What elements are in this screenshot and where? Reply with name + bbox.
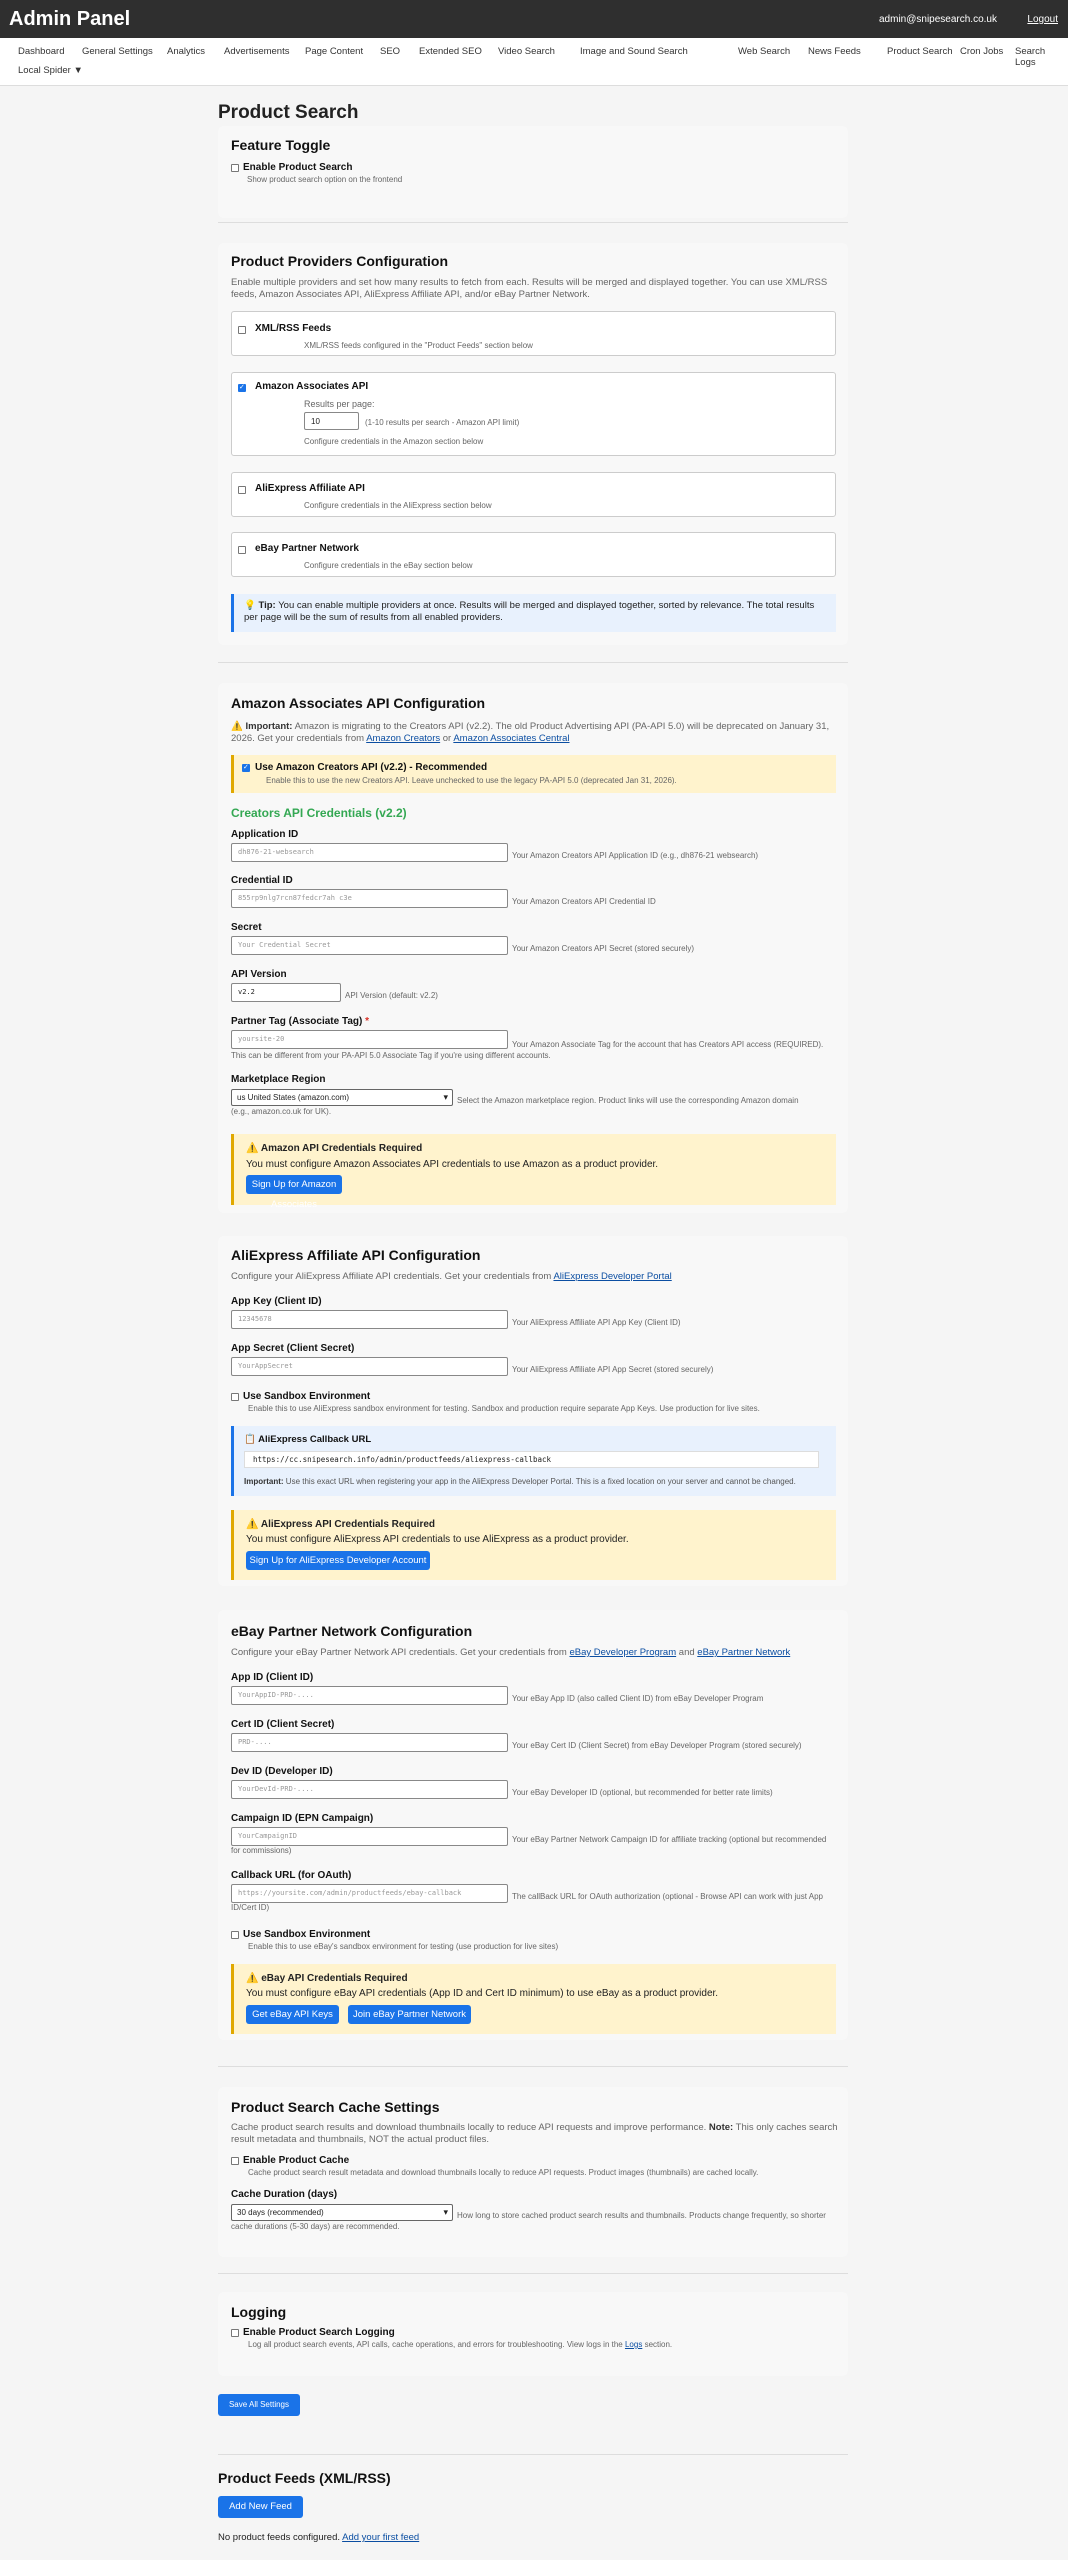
aliexpress-portal-link[interactable]: AliExpress Developer Portal <box>553 1271 672 1282</box>
application-id-input[interactable]: dh876-21-websearch <box>231 843 508 862</box>
dev-id-label: Dev ID (Developer ID) <box>231 1766 333 1777</box>
ebay-description <box>231 1647 841 1659</box>
main-nav <box>0 38 1068 86</box>
partner-tag-label-text: Partner Tag (Associate Tag) <box>231 1016 363 1027</box>
tip-box <box>231 594 836 632</box>
api-version-label: API Version <box>231 969 287 980</box>
cache-desc-b: This only caches search result metadata and thumbnails, NOT the actual product files. <box>231 2122 838 2145</box>
no-feeds-message <box>218 2532 419 2543</box>
partner-tag-label <box>231 1016 369 1027</box>
product-feeds-title: Product Feeds (XML/RSS) <box>218 2470 391 2486</box>
dev-id-help: Your eBay Developer ID (optional, but recommended for better rate limits) <box>512 1788 773 1797</box>
aliexpress-callback-box <box>231 1426 836 1496</box>
results-per-page-hint: (1-10 results per search - Amazon API limit) <box>365 418 520 427</box>
creators-api-box <box>231 755 836 793</box>
ebay-config-title: eBay Partner Network Configuration <box>231 1623 473 1639</box>
campaign-id-label: Campaign ID (EPN Campaign) <box>231 1813 374 1824</box>
secret-input[interactable]: Your Credential Secret <box>231 936 508 955</box>
nav-general-settings[interactable]: General Settings <box>82 46 153 57</box>
amazon-api-label: Amazon Associates API <box>255 381 369 392</box>
callback-note <box>244 1476 796 1487</box>
page-title: Product Search <box>218 102 359 123</box>
cert-id-help: Your eBay Cert ID (Client Secret) from eBay Developer Program (stored securely) <box>512 1741 802 1750</box>
cache-settings-card <box>218 2087 848 2257</box>
application-id-help: Your Amazon Creators API Application ID (e.g., dh876-21 websearch) <box>512 851 759 860</box>
important-text: Amazon is migrating to the Creators API (v2.2). The old Product Advertising API (PA-API 5.0) will be deprecated on January 31, 2026. Get your credentials from <box>231 721 830 744</box>
nav-analytics[interactable]: Analytics <box>167 46 206 57</box>
ebay-label: eBay Partner Network <box>255 543 359 554</box>
ebay-developer-link[interactable]: eBay Developer Program <box>569 1647 677 1658</box>
campaign-id-help: Your eBay Partner Network Campaign ID for affiliate tracking (optional but recommended for commissions) <box>231 1835 827 1855</box>
enable-cache-help: Cache product search result metadata and download thumbnails locally to reduce API requests. Product images (thumbnails) are cached locally. <box>248 2168 759 2177</box>
enable-product-search-checkbox[interactable] <box>231 164 239 172</box>
xml-feeds-label: XML/RSS Feeds <box>255 323 332 334</box>
ebay-warning-box <box>231 1964 836 2034</box>
provider-amazon-box <box>231 372 836 456</box>
warning-icon: ⚠️ <box>246 1973 259 1984</box>
warning-icon: ⚠️ <box>246 1143 259 1154</box>
creators-credentials-title: Creators API Credentials (v2.2) <box>231 806 407 820</box>
nav-product-search[interactable]: Product Search <box>887 46 953 57</box>
marketplace-region-help: Select the Amazon marketplace region. Product links will use the corresponding Amazon domain (e.g., amazon.co.uk for UK). <box>231 1096 799 1116</box>
amazon-creators-link[interactable]: Amazon Creators <box>366 733 441 744</box>
aliexpress-config-title: AliExpress Affiliate API Configuration <box>231 1247 481 1263</box>
user-email: admin@snipesearch.co.uk <box>879 14 997 25</box>
providers-title: Product Providers Configuration <box>231 253 449 269</box>
xml-feeds-help: XML/RSS feeds configured in the "Product Feeds" section below <box>304 341 533 350</box>
signup-amazon-button[interactable]: Sign Up for Amazon Associates <box>246 1175 342 1194</box>
enable-logging-label: Enable Product Search Logging <box>243 2327 395 2338</box>
credential-id-help: Your Amazon Creators API Credential ID <box>512 897 656 906</box>
important-bold: Important: <box>245 721 293 732</box>
enable-product-search-help: Show product search option on the frontend <box>247 175 403 184</box>
callback-important: Important: <box>244 1477 284 1486</box>
section-divider <box>218 2273 848 2274</box>
aliexpress-warning-text: You must configure AliExpress API credentials to use AliExpress as a product provider. <box>246 1534 629 1545</box>
cache-duration-label: Cache Duration (days) <box>231 2189 338 2200</box>
nav-page-content[interactable]: Page Content <box>305 46 364 57</box>
providers-description: Enable multiple providers and set how many results to fetch from each. Results will be merged and displayed together. You can use XML/RSS feeds, Amazon Associates API, AliExpress Affiliate API, and/or eBay Partner Network. <box>231 277 828 300</box>
enable-cache-checkbox[interactable] <box>231 2157 239 2165</box>
callback-url-help: The callBack URL for OAuth authorization (optional - Browse API can work with just App ID/Cert ID) <box>231 1892 823 1912</box>
ebay-warning-text: You must configure eBay API credentials (App ID and Cert ID minimum) to use eBay as a product provider. <box>246 1988 719 1999</box>
amazon-warning-box <box>231 1134 836 1210</box>
use-creators-api-help: Enable this to use the new Creators API. Leave unchecked to use the legacy PA-API 5.0 (deprecated Jan 31, 2026). <box>266 776 677 785</box>
cache-desc-a: Cache product search results and download thumbnails locally to reduce API requests and improve performance. <box>231 2122 707 2133</box>
cert-id-label: Cert ID (Client Secret) <box>231 1719 335 1730</box>
api-version-help: API Version (default: v2.2) <box>345 991 438 1000</box>
warning-icon: ⚠️ <box>231 721 243 732</box>
feature-toggle-title: Feature Toggle <box>231 137 331 153</box>
use-creators-api-label: Use Amazon Creators API (v2.2) - Recommended <box>255 762 488 773</box>
ebay-app-id-help: Your eBay App ID (also called Client ID) from eBay Developer Program <box>512 1694 764 1703</box>
cache-duration-select[interactable]: 30 days (recommended) ▾ <box>231 2204 453 2221</box>
callback-note-text: Use this exact URL when registering your app in the AliExpress Developer Portal. This is a fixed location on your server and cannot be changed. <box>285 1477 796 1486</box>
enable-cache-label: Enable Product Cache <box>243 2155 350 2166</box>
xml-feeds-checkbox[interactable] <box>238 326 246 334</box>
logging-card <box>218 2292 848 2376</box>
ebay-checkbox[interactable] <box>238 546 246 554</box>
aliexpress-warning-box <box>231 1510 836 1580</box>
aliexpress-warning-title-text: AliExpress API Credentials Required <box>260 1519 436 1530</box>
credential-id-input[interactable]: 855rp9nlg7rcn87fedcr7ah c3e <box>231 889 508 908</box>
amazon-config-title: Amazon Associates API Configuration <box>231 695 486 711</box>
required-marker: * <box>365 1016 370 1027</box>
ebay-app-id-label: App ID (Client ID) <box>231 1672 314 1683</box>
app-key-input[interactable]: 12345678 <box>231 1310 508 1329</box>
no-feeds-text: No product feeds configured. <box>218 2532 340 2543</box>
results-per-page-input[interactable]: 10 <box>304 412 359 430</box>
section-divider <box>218 222 848 223</box>
ali-sandbox-label: Use Sandbox Environment <box>243 1391 371 1402</box>
logout-link[interactable]: Logout <box>1027 14 1058 25</box>
cert-id-input[interactable]: PRD-.... <box>231 1733 508 1752</box>
nav-news-feeds[interactable]: News Feeds <box>808 46 861 57</box>
callback-url-input[interactable]: https://yoursite.com/admin/productfeeds/ebay-callback <box>231 1884 508 1903</box>
app-key-label: App Key (Client ID) <box>231 1296 322 1307</box>
app-secret-label: App Secret (Client Secret) <box>231 1343 355 1354</box>
aliexpress-config-card <box>218 1236 848 1586</box>
use-creators-api-checkbox[interactable] <box>242 764 250 772</box>
nav-web-search[interactable]: Web Search <box>738 46 791 57</box>
marketplace-region-label: Marketplace Region <box>231 1074 326 1085</box>
feature-toggle-card <box>218 126 848 218</box>
save-all-settings-button[interactable]: Save All Settings <box>218 2394 300 2416</box>
provider-xml-box <box>231 311 836 356</box>
cache-note-bold: Note: <box>708 2122 734 2133</box>
add-first-feed-link[interactable]: Add your first feed <box>342 2532 420 2543</box>
aliexpress-label: AliExpress Affiliate API <box>255 483 365 494</box>
ebay-sandbox-label: Use Sandbox Environment <box>243 1929 371 1940</box>
provider-aliexpress-box <box>231 472 836 517</box>
amazon-warning-title-text: Amazon API Credentials Required <box>260 1143 423 1154</box>
callback-title <box>244 1434 371 1445</box>
nav-local-spider[interactable]: Local Spider ▼ <box>18 65 83 76</box>
amazon-important-note <box>231 721 841 745</box>
aliexpress-checkbox[interactable] <box>238 486 246 494</box>
enable-product-search-label: Enable Product Search <box>243 162 353 173</box>
top-bar <box>0 0 1068 38</box>
amazon-warning-text: You must configure Amazon Associates API credentials to use Amazon as a product provider. <box>246 1159 659 1170</box>
section-divider <box>218 662 848 663</box>
tip-bold: Tip: <box>258 600 276 611</box>
warning-icon: ⚠️ <box>246 1519 259 1530</box>
amazon-api-checkbox[interactable] <box>238 384 246 392</box>
ebay-partner-link[interactable]: eBay Partner Network <box>697 1647 791 1658</box>
results-per-page-label: Results per page: <box>304 399 375 409</box>
app-secret-input[interactable]: YourAppSecret <box>231 1357 508 1376</box>
nav-dashboard[interactable]: Dashboard <box>18 46 65 57</box>
lightbulb-icon: 💡 <box>244 600 256 611</box>
callback-url-label: Callback URL (for OAuth) <box>231 1870 352 1881</box>
ebay-app-id-input[interactable]: YourAppID-PRD-.... <box>231 1686 508 1705</box>
campaign-id-input[interactable]: YourCampaignID <box>231 1827 508 1846</box>
ali-sandbox-checkbox[interactable] <box>231 1393 239 1401</box>
partner-tag-input[interactable]: yoursite-20 <box>231 1030 508 1049</box>
application-id-label: Application ID <box>231 829 299 840</box>
ebay-warning-title-text: eBay API Credentials Required <box>261 1973 408 1984</box>
ebay-desc-text: Configure your eBay Partner Network API credentials. Get your credentials from <box>231 1647 567 1658</box>
ebay-sandbox-help: Enable this to use eBay's sandbox environment for testing (use production for live sites) <box>248 1942 559 1951</box>
ebay-help: Configure credentials in the eBay section below <box>304 561 473 570</box>
clipboard-icon: 📋 <box>244 1434 256 1445</box>
aliexpress-help: Configure credentials in the AliExpress section below <box>304 501 492 510</box>
secret-label: Secret <box>231 922 262 933</box>
logging-help-a: Log all product search events, API calls, cache operations, and errors for troubleshooting. View logs in the <box>248 2340 623 2349</box>
ebay-sandbox-checkbox[interactable] <box>231 1931 239 1939</box>
nav-cron-jobs[interactable]: Cron Jobs <box>960 46 1004 57</box>
provider-ebay-box <box>231 532 836 577</box>
aliexpress-description <box>231 1271 841 1283</box>
tip-text: You can enable multiple providers at once. Results will be merged and displayed together, sorted by relevance. The total results per page will be the sum of results from all enabled providers. <box>244 600 815 623</box>
app-secret-help: Your AliExpress Affiliate API App Secret (stored securely) <box>512 1365 714 1374</box>
join-ebay-partner-button[interactable]: Join eBay Partner Network <box>348 2005 471 2024</box>
cache-duration-help: How long to store cached product search results and thumbnails. Products change frequently, so shorter cache durations (5-30 days) are recommended. <box>231 2211 826 2231</box>
add-new-feed-button[interactable]: Add New Feed <box>218 2496 303 2518</box>
enable-logging-help <box>248 2340 672 2349</box>
api-version-input[interactable]: v2.2 <box>231 983 341 1002</box>
app-key-help: Your AliExpress Affiliate API App Key (Client ID) <box>512 1318 681 1327</box>
nav-search-logs[interactable]: Search Logs <box>1015 46 1046 68</box>
or-text: or <box>442 733 452 744</box>
amazon-provider-help: Configure credentials in the Amazon section below <box>304 437 484 446</box>
callback-url-code[interactable]: https://cc.snipesearch.info/admin/productfeeds/aliexpress-callback <box>244 1451 819 1468</box>
enable-logging-checkbox[interactable] <box>231 2329 239 2337</box>
logging-help-b: section. <box>644 2340 673 2349</box>
nav-image-sound-search[interactable]: Image and Sound Search <box>580 46 688 57</box>
marketplace-region-select[interactable]: us United States (amazon.com) ▾ <box>231 1089 453 1106</box>
providers-card <box>218 243 848 645</box>
aliexpress-desc-text: Configure your AliExpress Affiliate API credentials. Get your credentials from <box>231 1271 552 1282</box>
section-divider <box>218 2066 848 2067</box>
nav-video-search[interactable]: Video Search <box>498 46 555 57</box>
amazon-config-card <box>218 683 848 1213</box>
callback-title-text: AliExpress Callback URL <box>258 1434 372 1445</box>
section-divider <box>218 2454 848 2455</box>
amazon-associates-central-link[interactable]: Amazon Associates Central <box>453 733 570 744</box>
secret-help: Your Amazon Creators API Secret (stored securely) <box>512 944 695 953</box>
ebay-warning-title <box>246 1973 408 1984</box>
nav-extended-seo[interactable]: Extended SEO <box>419 46 482 57</box>
credential-id-label: Credential ID <box>231 875 293 886</box>
ebay-config-card <box>218 1610 848 2040</box>
get-ebay-keys-button[interactable]: Get eBay API Keys <box>246 2005 339 2024</box>
nav-advertisements[interactable]: Advertisements <box>224 46 290 57</box>
logging-title: Logging <box>231 2304 287 2320</box>
dev-id-input[interactable]: YourDevId-PRD-.... <box>231 1780 508 1799</box>
logs-link[interactable]: Logs <box>624 2340 643 2349</box>
partner-tag-help: Your Amazon Associate Tag for the account that has Creators API access (REQUIRED). This can be different from your PA-API 5.0 Associate Tag if you're using different accounts. <box>231 1040 824 1060</box>
cache-description <box>231 2122 841 2146</box>
aliexpress-warning-title <box>246 1519 435 1530</box>
ali-sandbox-help: Enable this to use AliExpress sandbox environment for testing. Sandbox and production require separate App Keys. Use production for live sites. <box>248 1404 760 1413</box>
app-title: Admin Panel <box>9 8 131 30</box>
cache-settings-title: Product Search Cache Settings <box>231 2099 440 2115</box>
amazon-warning-title <box>246 1143 422 1154</box>
and-text: and <box>678 1647 695 1658</box>
signup-aliexpress-button[interactable]: Sign Up for AliExpress Developer Account <box>246 1551 430 1570</box>
nav-seo[interactable]: SEO <box>380 46 401 57</box>
